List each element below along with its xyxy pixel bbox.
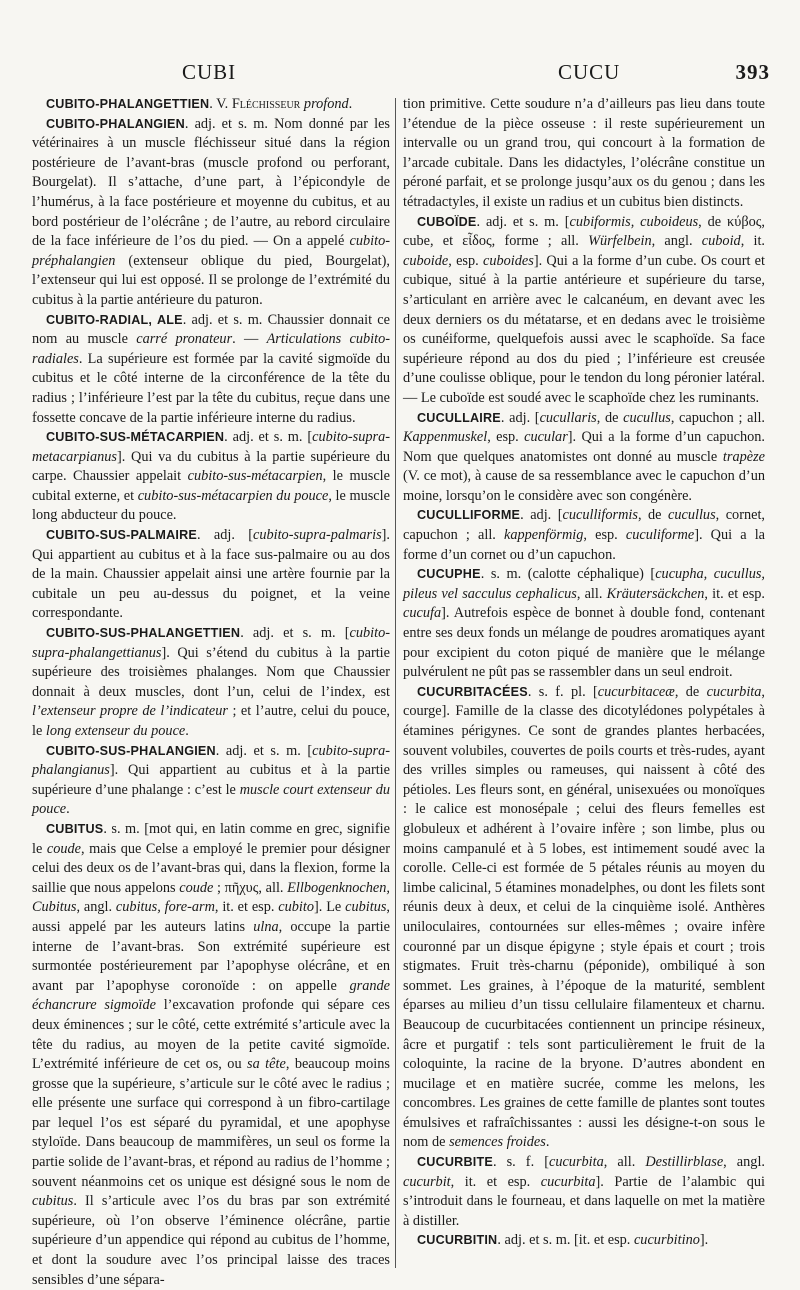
entry-text: . adj. [ bbox=[520, 507, 563, 524]
entry-text: . adj. et s. m. [ bbox=[215, 742, 313, 759]
entry-text: cucurbita bbox=[540, 1173, 596, 1190]
entry-text: , mais que Celse a employé le premier pour désigner celui des deux os de l’avant-bras qui, dans la flexion, forme la saillie que nous appelons bbox=[32, 840, 390, 896]
entry-text: cuboides bbox=[482, 252, 534, 269]
entry-text: cubito-supra-phalangianus bbox=[32, 742, 390, 779]
entry-text: , it. et esp. bbox=[704, 585, 766, 602]
entry-text: . adj. [ bbox=[500, 409, 540, 426]
entry-text: Kräutersäckchen bbox=[606, 585, 705, 602]
entry-text: . La supérieure est formée par la cavité sigmoïde du cubitus et le côté interne de la circonférence de la tête du radius ; l’inférieure l’est par la tête du cubitus, reçue dans une fossette concave de la partie inférieure interne du radius. bbox=[32, 350, 390, 426]
entry-text: sa tête bbox=[247, 1056, 286, 1073]
entry-text: tion primitive. Cette soudure n’a d’ailleurs pas lieu dans toute l’étendue de la pièce osseuse : il reste supérieurement un intervalle ou un grand trou, qui concourt à la formation de l’arcade cubitale. Dans les didactyles, l’olécrâne constitue un péroné parfait, et se prolonge jusqu’aux os du genou ; dans les tétradactyles, il existe un radius et un cubitus bien distincts. bbox=[403, 96, 765, 210]
dictionary-entry bbox=[32, 311, 390, 429]
entry-text: . s. m. (calotte céphalique) [ bbox=[480, 566, 656, 583]
entry-text: cucular bbox=[524, 429, 568, 446]
entry-text: cubitus, fore-arm bbox=[115, 899, 215, 916]
entry-text: , le muscle long abducteur du pouce. bbox=[32, 487, 390, 524]
header-left-guideword: CUBI bbox=[182, 60, 237, 84]
entry-text: cucurbit bbox=[403, 1173, 451, 1190]
entry-text: . — bbox=[232, 331, 267, 348]
entry-text: Destillirblase bbox=[645, 1154, 724, 1171]
entry-text: cubito-sus-métacarpien du pouce bbox=[137, 487, 329, 504]
left-column bbox=[32, 95, 390, 1290]
entry-headword: CUCURBITACÉES bbox=[417, 684, 528, 699]
entry-text: , capuchon ; all. bbox=[670, 409, 765, 426]
entry-text: , it. et esp. bbox=[450, 1173, 541, 1190]
entry-text: (V. ce mot), à cause de sa ressemblance avec le capuchon d’un moine, lorsqu’on le considère avec son congénère. bbox=[403, 468, 765, 504]
entry-text: . adj. [ bbox=[196, 527, 253, 544]
entry-text: . s. f. pl. [ bbox=[527, 683, 598, 700]
entry-text: cuculliformis bbox=[562, 507, 638, 524]
entry-text: ]. Qui appartient au cubitus et à la face sus-palmaire ou au dos de la main. Chaussier appelait ainsi une artère fournie par la cubitale un peu au-dessus du poignet, et la veine correspondante. bbox=[32, 527, 390, 622]
entry-text: . bbox=[545, 1134, 550, 1151]
dictionary-entry bbox=[32, 742, 390, 820]
entry-headword: CUCULLAIRE bbox=[417, 410, 501, 425]
entry-text: Fléchisseur bbox=[231, 96, 301, 112]
entry-text: ]. Le bbox=[314, 899, 346, 916]
entry-text: , all. bbox=[576, 585, 607, 602]
entry-text: , esp. bbox=[448, 252, 483, 269]
entry-headword: CUBITO-SUS-PALMAIRE bbox=[46, 528, 197, 543]
entry-text: long extenseur du pouce bbox=[45, 723, 186, 739]
entry-text: . Il s’articule avec l’os du bras par son extrémité supérieure, où l’on observe l’éminence olécrâne, partie supérieure d’un appendice qui répond au cubitus de l’homme, et dont la soudure avec l’os principal laisse des traces sensibles d’une sépara- bbox=[32, 1193, 390, 1288]
entry-text: , esp. bbox=[583, 527, 626, 544]
dictionary-entry bbox=[32, 820, 390, 1290]
dictionary-entry bbox=[403, 1153, 765, 1231]
entry-text: cubito-supra-palmaris bbox=[252, 527, 382, 544]
dictionary-entry bbox=[403, 95, 765, 213]
entry-text: , de bbox=[674, 683, 707, 700]
entry-text: . adj. et s. m. [ bbox=[240, 625, 350, 642]
entry-text: carré pronateur bbox=[136, 331, 233, 348]
entry-text: . adj. et s. m. [ bbox=[476, 213, 570, 230]
entry-text: coude bbox=[179, 879, 214, 896]
entry-text: , occupe la partie interne de l’avant-bras. Son extrémité supérieure est surmontée postérieurement par l’apophyse olécrâne, et en avant par l’apophyse coronoïde : on appelle bbox=[32, 918, 390, 994]
entry-text: (extenseur oblique du pied, Bourgelat), l’extenseur qui lui est opposé. Il se prolonge de l’extrémité du cubitus à la partie antérieure du paturon. bbox=[32, 252, 390, 308]
entry-text: muscle court extenseur du pouce bbox=[32, 781, 390, 818]
entry-headword: CUCULLIFORME bbox=[417, 508, 521, 523]
entry-headword: CUBITO-PHALANGETTIEN bbox=[46, 97, 210, 111]
entry-text: ; et l’autre, celui du pouce, le bbox=[32, 703, 390, 739]
entry-text: cucullus bbox=[623, 409, 671, 426]
entry-text: , beaucoup moins grosse que la supérieure, s’articule sur le côté avec le radius ; elle présente une surface qui correspond à un fibro-cartilage par lequel l’os est séparé du pyramidal, et une apophyse styloïde. Dans beaucoup de mammifères, un seul os forme la partie solide de l’avant-bras, et répond au radius de l’homme ; souvent néanmoins cet os unique est désigné sous le nom de bbox=[32, 1056, 390, 1190]
entry-text: cucurbita bbox=[548, 1154, 604, 1171]
entry-text: , angl. bbox=[651, 233, 702, 250]
entry-text: cucurbitaceæ bbox=[597, 683, 675, 700]
entry-headword: CUCUPHE bbox=[417, 567, 481, 582]
entry-text: cucurbitino bbox=[633, 1232, 700, 1249]
entry-text: ]. bbox=[699, 1232, 709, 1249]
entry-text: . adj. et s. m. [it. et esp. bbox=[497, 1232, 634, 1249]
entry-text: , cornet, capuchon ; all. bbox=[403, 507, 765, 544]
entry-text: cucullus bbox=[667, 507, 716, 524]
entry-headword: CUBITO-PHALANGIEN bbox=[46, 116, 185, 131]
entry-text: l’excavation profonde qui sépare ces deux éminences ; sur le côté, cette extrémité s’articule avec la tête du radius, au moyen de la petite cavité sigmoïde. L’extrémité inférieure de cet os, ou bbox=[32, 997, 390, 1073]
entry-text: cucufa bbox=[403, 605, 442, 622]
entry-text: cucupha, cucullus, pileus vel sacculus cephalicus bbox=[403, 566, 765, 602]
entry-text: cuboide bbox=[403, 252, 449, 269]
entry-text: Articulations cubito-radiales bbox=[32, 331, 390, 367]
entry-text: grande échancrure sigmoïde bbox=[32, 977, 390, 1014]
entry-headword: CUBITO-SUS-PHALANGETTIEN bbox=[46, 626, 241, 641]
entry-text: ]. Qui va du cubitus à la partie supérieure du carpe. Chaussier appelait bbox=[32, 448, 390, 485]
entry-text: profond bbox=[303, 96, 349, 112]
entry-text: , all. bbox=[603, 1154, 646, 1171]
entry-text: cuboid bbox=[701, 233, 741, 250]
entry-text: , de κύβος, cube, et εἶδος, forme ; all. bbox=[403, 213, 765, 250]
entry-text: ]. Qui a la forme d’un cube. Os court et cubique, situé à la partie antérieure et supérieure du tarse, s’articulant en arrière avec le calcanéum, en devant avec les deux derniers os du métatarse, et en dedans avec le troisième os cunéiforme, quelquefois aussi avec le scaphoïde. Sa face supérieure répond au dos du pied ; l’inférieure est creusée d’une coulisse oblique, pour le tendon du long péronier latéral. — Le cuboïde est soudé avec le scaphoïde chez les ruminants. bbox=[403, 252, 765, 406]
entry-text: . adj. et s. m. Chaussier donnait ce nom au muscle bbox=[32, 311, 390, 348]
entry-headword: CUBITUS bbox=[46, 821, 104, 836]
entry-text: , it. et esp. bbox=[214, 899, 279, 916]
dictionary-entry bbox=[403, 683, 765, 1153]
entry-text: , angl. bbox=[76, 899, 116, 916]
entry-text: cucurbita bbox=[706, 683, 762, 700]
entry-text: ]. Qui a la forme d’un cornet ou d’un capuchon. bbox=[403, 527, 766, 563]
entry-text: Ellbogenknochen, Cubitus bbox=[32, 879, 390, 916]
entry-text: , courge]. Famille de la classe des dicotylédones polypétales à étamines périgynes. Ce sont de grandes plantes herbacées, souvent volubiles, couvertes de poils courts et très-rudes, ayant des vrilles simples ou rameuses, qui naissent à côté des pétioles. Les fleurs sont, en général, unisexuées ou monoïques : le calice est monosépale ; celui des fleurs femelles est globuleux et adhérent à l’ovaire infère ; son limbe, plus ou moins campanulé et à 5 lobes, est intimement soudé avec la corolle. Celle-ci est formée de 5 pétales réunis au moyen du limbe calicinal, 5 étamines monadelphes, ou dont les filets sont réunis deux à deux, et celui de la cinquième isolé. Anthères uniloculaires, contournées sur elles-mêmes ; ovaire infère couronné par un disque épigyne ; style épais et court ; trois stigmates. Fruit très-charnu (péponide), ombiliqué à son sommet. Les graines, à l’époque de la maturité, semblent éparses au milieu d’un tissu cellulaire filamenteux et charnu. Beaucoup de cucurbitacées contiennent un principe résineux, âcre et purgatif : tels sont particulièrement le fruit de la coloquinte, la racine de la bryone. D’autres abondent en mucilage et en matière sucrée, comme les melons, les concombres. Les graines de cette famille de plantes sont toutes émulsives et rafraîchissantes : aussi les désigne-t-on sous le nom de bbox=[403, 683, 765, 1151]
dictionary-entry bbox=[403, 409, 765, 507]
entry-text: , de bbox=[596, 409, 624, 426]
entry-text: cubito-supra-phalangettianus bbox=[32, 625, 390, 661]
entry-text: cubitus bbox=[345, 899, 387, 916]
entry-text: ulna bbox=[253, 918, 279, 935]
page-number: 393 bbox=[735, 60, 770, 84]
right-column bbox=[403, 95, 765, 1251]
entry-text: . bbox=[185, 723, 189, 739]
entry-text: Würfelbein bbox=[588, 233, 652, 250]
entry-text: cubito-supra-metacarpianus bbox=[32, 429, 390, 465]
dictionary-entry bbox=[403, 213, 765, 409]
header-right-guideword: CUCU bbox=[558, 60, 621, 84]
entry-text: ]. Partie de l’alambic qui s’introduit dans le fourneau, et dans laquelle on met la matière à distiller. bbox=[403, 1173, 765, 1229]
entry-text: cucullaris bbox=[539, 409, 597, 426]
entry-text: , it. bbox=[740, 233, 766, 250]
dictionary-entry bbox=[32, 428, 390, 526]
entry-text: . adj. et s. m. [ bbox=[224, 429, 313, 446]
entry-text: ]. Qui a la forme d’un capuchon. Nom que quelques anatomistes ont donné au muscle bbox=[403, 429, 765, 465]
entry-text: semences froides bbox=[449, 1134, 546, 1151]
entry-text: cubito-préphalangien bbox=[32, 233, 390, 269]
entry-text: Kappenmuskel bbox=[403, 429, 488, 446]
entry-text: , esp. bbox=[487, 429, 525, 446]
entry-headword: CUBOÏDE bbox=[417, 214, 477, 229]
dictionary-entry bbox=[32, 115, 390, 311]
entry-text: , aussi appelé par les auteurs latins bbox=[32, 899, 390, 935]
entry-text: ]. Qui appartient au cubitus et à la partie supérieure d’une phalange : c’est le bbox=[32, 762, 390, 798]
entry-text: . V. bbox=[209, 96, 232, 112]
entry-text: cubitus bbox=[32, 1193, 74, 1210]
entry-text: cuculiforme bbox=[625, 527, 695, 544]
entry-headword: CUCURBITE bbox=[417, 1155, 493, 1170]
column-divider bbox=[395, 98, 396, 1268]
dictionary-entry bbox=[403, 506, 765, 565]
entry-text: coude bbox=[46, 840, 82, 857]
entry-text: , de bbox=[637, 507, 668, 524]
dictionary-entry bbox=[403, 1231, 765, 1251]
entry-text: . adj. et s. m. Nom donné par les vétérinaires à un muscle fléchisseur situé dans la région postérieure de l’avant-bras (muscle profond ou perforant, Bourgelat). Il s’attache, d’une part, à l’épicondyle de l’humérus, à la face postérieure et moyenne du cubitus, et au bord postérieur de l’olécrâne ; de l’autre, au rebord circulaire de la face inférieure de l’os du pied. — On a appelé bbox=[32, 115, 390, 250]
entry-headword: CUBITO-SUS-PHALANGIEN bbox=[46, 743, 216, 758]
entry-text: cubito bbox=[278, 899, 315, 916]
entry-text: , angl. bbox=[723, 1154, 765, 1171]
entry-text: . s. f. [ bbox=[492, 1154, 549, 1171]
entry-text: . s. m. [mot qui, en latin comme en grec, signifie le bbox=[32, 820, 390, 857]
entry-text: kappenförmig bbox=[504, 527, 584, 544]
entry-headword: CUBITO-SUS-MÉTACARPIEN bbox=[46, 430, 225, 445]
dictionary-entry bbox=[32, 624, 390, 742]
entry-text: trapèze bbox=[722, 448, 765, 465]
dictionary-entry bbox=[403, 565, 765, 683]
entry-text: l’extenseur propre de l’indicateur bbox=[32, 703, 228, 720]
entry-text: . bbox=[348, 96, 353, 112]
entry-text: ]. Autrefois espèce de bonnet à double fond, contenant entre ses deux fonds un mélange de poudres aromatiques ayant pour excipient du coton piqué de manière que le mélange pulvérulent ne pût pas se rassembler dans un seul endroit. bbox=[403, 605, 765, 681]
running-header bbox=[32, 60, 770, 90]
entry-text: cubiformis, cuboideus bbox=[569, 213, 699, 230]
entry-headword: CUCURBITIN bbox=[417, 1233, 498, 1248]
entry-text: cubito-sus-métacarpien bbox=[187, 468, 323, 485]
entry-text: . bbox=[66, 801, 70, 818]
dictionary-entry bbox=[32, 526, 390, 624]
entry-text: ; πῆχυς, all. bbox=[213, 879, 288, 896]
entry-text: ]. Qui s’étend du cubitus à la partie supérieure des troisièmes phalanges. Nom que Chaussier donnait à deux muscles, dont l’un, celui de l’index, est bbox=[32, 644, 390, 700]
entry-text: , le muscle cubital externe, et bbox=[32, 468, 390, 504]
entry-headword: CUBITO-RADIAL, ALE bbox=[46, 312, 183, 327]
dictionary-entry bbox=[32, 95, 390, 115]
